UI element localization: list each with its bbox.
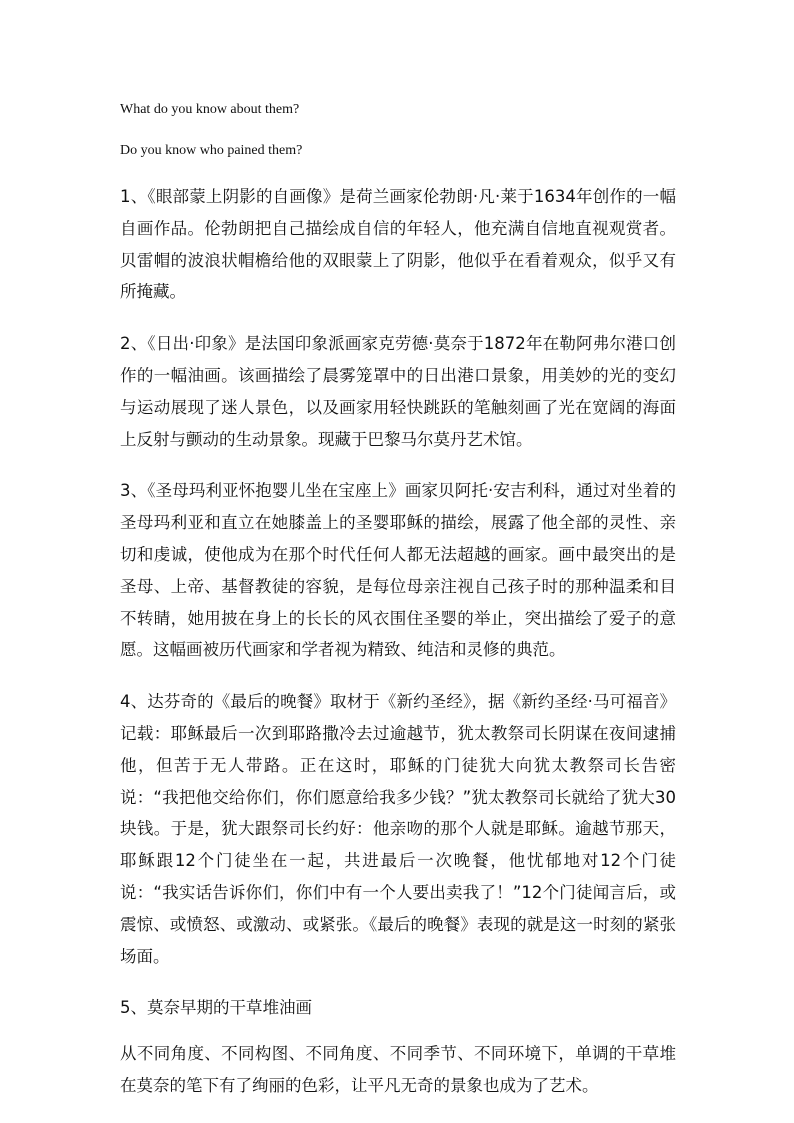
paragraph-madonna-enthroned: 3、《圣母玛利亚怀抱婴儿坐在宝座上》画家贝阿托·安吉利科，通过对坐着的圣母玛利亚和直立在她膝盖上的圣婴耶稣的描绘，展露了他全部的灵性、亲切和虔诚，使他成为在那个时代任何人都无法超越的画家。画中最突出的是圣母、上帝、基督教徒的容貌，是每位母亲注视自己孩子时的那种温柔和目不转睛，她用披在身上的长长的风衣围住圣婴的举止，突出描绘了爱子的意愿。这幅画被历代画家和学者视为精致、纯洁和灵修的典范。 [120, 481, 676, 660]
paragraph-self-portrait: 1、《眼部蒙上阴影的自画像》是荷兰画家伦勃朗·凡·莱于1634年创作的一幅自画作品。伦勃朗把自己描绘成自信的年轻人，他充满自信地直视观赏者。贝雷帽的波浪状帽檐给他的双眼蒙上了阴影，他似乎在看着观众，似乎又有所掩藏。 [120, 187, 676, 302]
question-1: What do you know about them? [120, 102, 300, 117]
paragraph-last-supper: 4、达芬奇的《最后的晚餐》取材于《新约圣经》，据《新约圣经·马可福音》记载：耶稣最后一次到耶路撒冷去过逾越节，犹太教祭司长阴谋在夜间逮捕他，但苦于无人带路。正在这时，耶稣的门徒犹大向犹太教祭司长告密说：“我把他交给你们，你们愿意给我多少钱？”犹太教祭司长就给了犹大30块钱。于是，犹大跟祭司长约好：他亲吻的那个人就是耶稣。逾越节那天，耶稣跟12个门徒坐在一起，共进最后一次晚餐，他忧郁地对12个门徒说：“我实话告诉你们，你们中有一个人要出卖我了！”12个门徒闻言后，或震惊、或愤怒、或激动、或紧张。《最后的晚餐》表现的就是这一时刻的紧张场面。 [120, 692, 676, 966]
paragraph-haystacks-description: 从不同角度、不同构图、不同角度、不同季节、不同环境下，单调的干草堆在莫奈的笔下有了绚丽的色彩，让平凡无奇的景象也成为了艺术。 [120, 1044, 676, 1095]
paragraph-haystacks-heading: 5、莫奈早期的干草堆油画 [120, 998, 312, 1018]
question-2: Do you know who pained them? [120, 143, 303, 158]
paragraph-impression-sunrise: 2、《日出·印象》是法国印象派画家克劳德·莫奈于1872年在勒阿弗尔港口创作的一幅油画。该画描绘了晨雾笼罩中的日出港口景象，用美妙的光的变幻与运动展现了迷人景色，以及画家用轻快跳跃的笔触刻画了光在宽阔的海面上反射与颤动的生动景象。现藏于巴黎马尔莫丹艺术馆。 [120, 334, 676, 449]
document-body [120, 99, 676, 1122]
